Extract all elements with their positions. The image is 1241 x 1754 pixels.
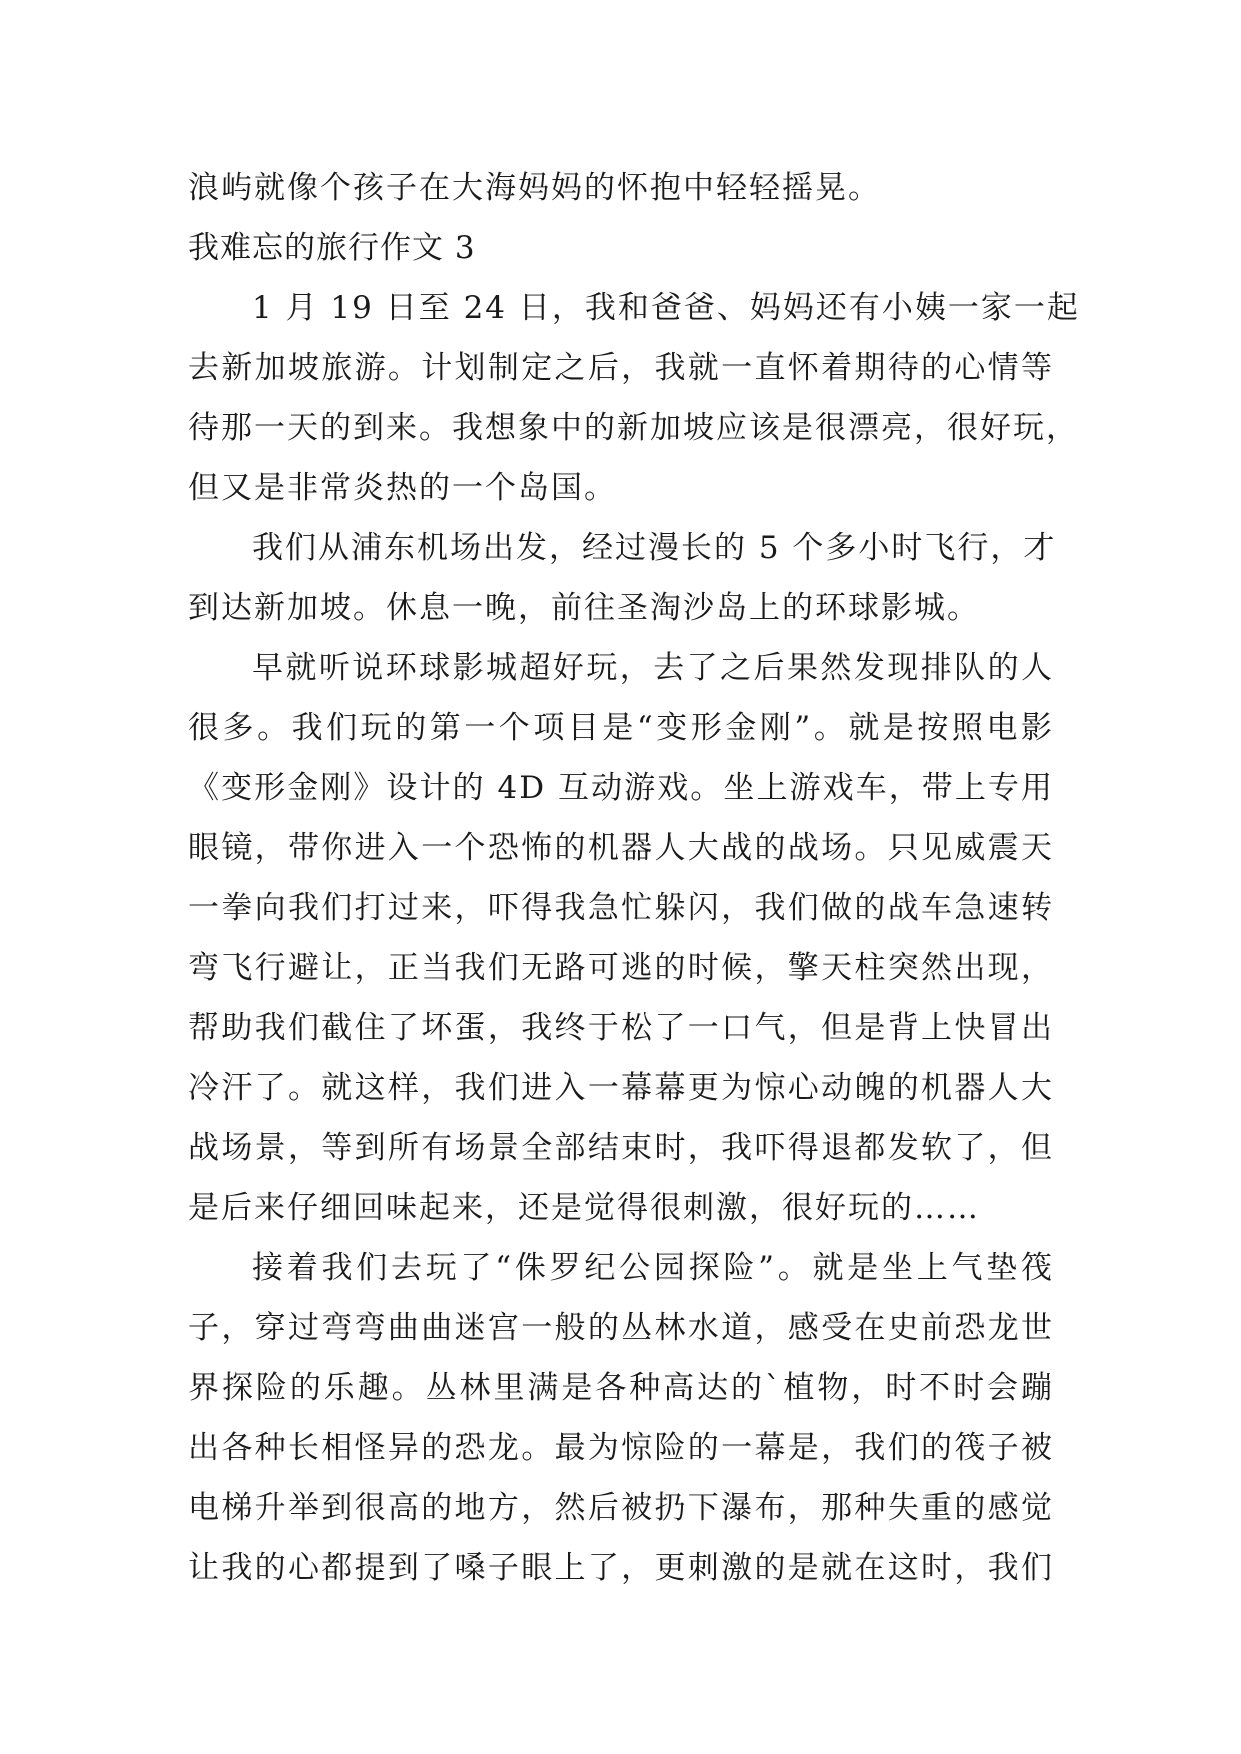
text-line: 战场景，等到所有场景全部结束时，我吓得退都发软了，但 [188,1130,1054,1166]
text-line: 是后来仔细回味起来，还是觉得很刺激，很好玩的…… [188,1190,980,1226]
text-line: 出各种长相怪异的恐龙。最为惊险的一幕是，我们的筏子被 [188,1430,1054,1466]
document-body [188,158,1080,1598]
text-line: 让我的心都提到了嗓子眼上了，更刺激的是就在这时，我们 [188,1550,1054,1586]
text-line: 我们从浦东机场出发，经过漫长的 5 个多小时飞行，才 [252,530,1057,566]
text-line: 去新加坡旅游。计划制定之后，我就一直怀着期待的心情等 [188,350,1054,386]
text-line: 眼镜，带你进入一个恐怖的机器人大战的战场。只见威震天 [188,830,1054,866]
text-line: 冷汗了。就这样，我们进入一幕幕更为惊心动魄的机器人大 [188,1070,1054,1106]
text-line: 但又是非常炎热的一个岛国。 [188,470,617,506]
text-line: 1 月 19 日至 24 日，我和爸爸、妈妈还有小姨一家一起 [252,290,1080,326]
text-line: 电梯升举到很高的地方，然后被扔下瀑布，那种失重的感觉 [188,1490,1054,1526]
text-line: 待那一天的到来。我想象中的新加坡应该是很漂亮，很好玩， [188,410,1079,446]
text-line: 浪屿就像个孩子在大海妈妈的怀抱中轻轻摇晃。 [188,170,881,206]
text-line: 子，穿过弯弯曲曲迷宫一般的丛林水道，感受在史前恐龙世 [188,1310,1054,1346]
text-line: 接着我们去玩了“侏罗纪公园探险”。就是坐上气垫筏 [252,1250,1054,1286]
text-line: 到达新加坡。休息一晚，前往圣淘沙岛上的环球影城。 [188,590,980,626]
text-line: 很多。我们玩的第一个项目是“变形金刚”。就是按照电影 [188,710,1054,746]
text-line: 帮助我们截住了坏蛋，我终于松了一口气，但是背上快冒出 [188,1010,1054,1046]
text-line: 早就听说环球影城超好玩，去了之后果然发现排队的人 [252,650,1054,686]
text-line: 弯飞行避让，正当我们无路可逃的时候，擎天柱突然出现， [188,950,1054,986]
section-heading: 我难忘的旅行作文 3 [188,230,476,266]
text-line: 界探险的乐趣。丛林里满是各种高达的`植物，时不时会蹦 [188,1370,1054,1406]
text-line: 《变形金刚》设计的 4D 互动游戏。坐上游戏车，带上专用 [188,770,1054,806]
text-line: 一拳向我们打过来，吓得我急忙躲闪，我们做的战车急速转 [188,890,1054,926]
